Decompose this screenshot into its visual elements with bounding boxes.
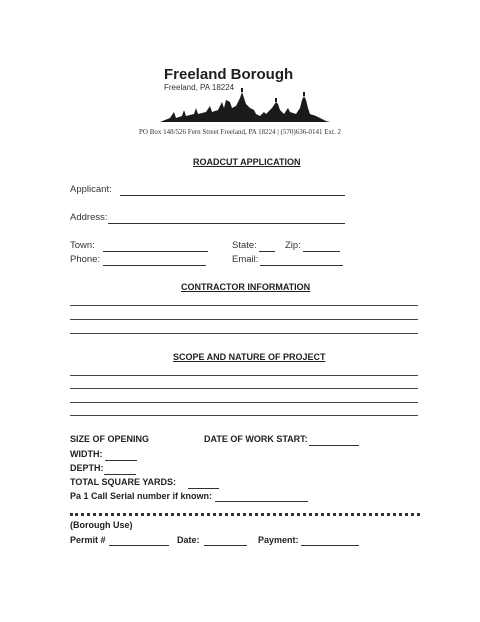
permit-label: Permit # [70, 535, 106, 545]
width-label: WIDTH: [70, 449, 103, 459]
town-skyline-logo [160, 88, 330, 124]
contractor-line-2[interactable] [70, 319, 418, 320]
state-label: State: [232, 240, 257, 251]
width-field[interactable] [105, 459, 137, 461]
zip-field[interactable] [303, 250, 340, 252]
contractor-heading: CONTRACTOR INFORMATION [181, 282, 311, 292]
borough-date-label: Date: [177, 535, 200, 545]
scope-line-2[interactable] [70, 388, 418, 389]
address-label: Address: [70, 212, 108, 223]
depth-label: DEPTH: [70, 463, 104, 473]
phone-label: Phone: [70, 254, 101, 265]
payment-label: Payment: [258, 535, 299, 545]
work-start-date-field[interactable] [309, 444, 359, 446]
borough-use-heading: (Borough Use) [70, 520, 133, 530]
email-label: Email: [232, 254, 259, 265]
scope-heading: SCOPE AND NATURE OF PROJECT [173, 352, 326, 362]
total-square-yards-label: TOTAL SQUARE YARDS: [70, 477, 177, 487]
town-label: Town: [70, 240, 95, 251]
permit-field[interactable] [109, 544, 169, 546]
email-field[interactable] [260, 264, 343, 266]
address-field[interactable] [108, 222, 345, 224]
borough-city-state: Freeland, PA 18224 [164, 83, 235, 92]
zip-label: Zip: [285, 240, 301, 251]
pa1call-serial-label: Pa 1 Call Serial number if known: [70, 491, 213, 501]
pa1call-serial-field[interactable] [215, 500, 308, 502]
scope-line-1[interactable] [70, 375, 418, 376]
phone-field[interactable] [103, 264, 206, 266]
state-field[interactable] [259, 250, 275, 252]
scope-line-3[interactable] [70, 402, 418, 403]
borough-address-line: PO Box 148/526 Fern Street Freeland, PA 18224 | (570)636-0141 Ext. 2 [139, 128, 341, 136]
applicant-label: Applicant: [70, 184, 112, 195]
borough-title: Freeland Borough [164, 66, 294, 83]
scope-line-4[interactable] [70, 415, 418, 416]
depth-field[interactable] [104, 473, 136, 475]
total-square-yards-field[interactable] [188, 487, 219, 489]
form-title: ROADCUT APPLICATION [193, 157, 301, 167]
work-start-date-label: DATE OF WORK START: [204, 434, 308, 444]
size-of-opening-label: SIZE OF OPENING [70, 434, 150, 444]
town-field[interactable] [103, 250, 208, 252]
applicant-field[interactable] [120, 194, 345, 196]
payment-field[interactable] [301, 544, 359, 546]
borough-date-field[interactable] [204, 544, 247, 546]
contractor-line-3[interactable] [70, 333, 418, 334]
contractor-line-1[interactable] [70, 305, 418, 306]
dotted-separator [70, 513, 420, 516]
